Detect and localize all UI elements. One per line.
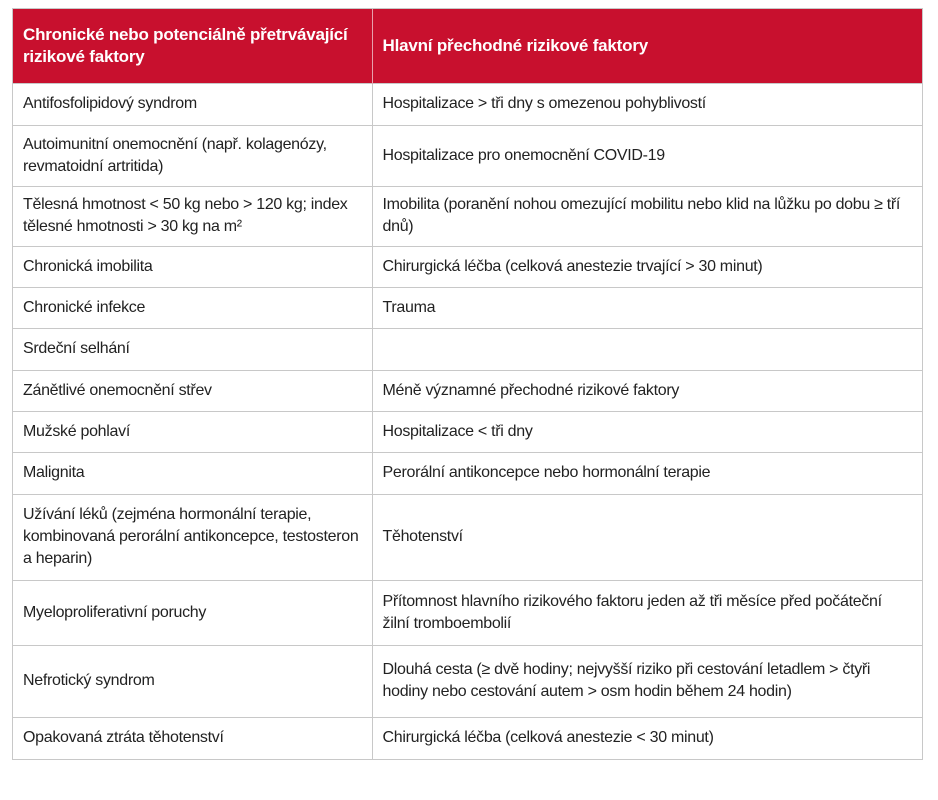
- cell-transient: Chirurgická léčba (celková anestezie trvající > 30 minut): [372, 246, 922, 287]
- risk-factors-table: [13, 9, 922, 759]
- cell-transient: Hospitalizace pro onemocnění COVID-19: [372, 125, 922, 186]
- cell-chronic: Opakovaná ztráta těhotenství: [13, 717, 372, 759]
- cell-chronic: Chronické infekce: [13, 287, 372, 328]
- table-row: [13, 494, 922, 580]
- risk-factors-table-container: [12, 8, 923, 760]
- cell-chronic: Mužské pohlaví: [13, 411, 372, 452]
- cell-chronic: Malignita: [13, 452, 372, 494]
- table-row: [13, 125, 922, 186]
- cell-chronic: Užívání léků (zejména hormonální terapie, kombinovaná perorální antikoncepce, testosteron a heparin): [13, 494, 372, 580]
- cell-transient: Imobilita (poranění nohou omezující mobilitu nebo klid na lůžku po dobu ≥ tří dnů): [372, 186, 922, 246]
- cell-transient: [372, 328, 922, 370]
- cell-transient: Méně významné přechodné rizikové faktory: [372, 370, 922, 411]
- cell-chronic: Zánětlivé onemocnění střev: [13, 370, 372, 411]
- table-row: [13, 411, 922, 452]
- cell-transient: Perorální antikoncepce nebo hormonální terapie: [372, 452, 922, 494]
- cell-chronic: Nefrotický syndrom: [13, 645, 372, 717]
- cell-transient: Přítomnost hlavního rizikového faktoru jeden až tři měsíce před počáteční žilní tromboembolií: [372, 580, 922, 645]
- table-row: [13, 645, 922, 717]
- table-row: [13, 287, 922, 328]
- cell-chronic: Tělesná hmotnost < 50 kg nebo > 120 kg; index tělesné hmotnosti > 30 kg na m²: [13, 186, 372, 246]
- table-row: [13, 452, 922, 494]
- cell-chronic: Chronická imobilita: [13, 246, 372, 287]
- table-row: [13, 580, 922, 645]
- table-row: [13, 370, 922, 411]
- cell-transient: Trauma: [372, 287, 922, 328]
- cell-transient: Dlouhá cesta (≥ dvě hodiny; nejvyšší riziko při cestování letadlem > čtyři hodiny nebo cestování autem > osm hodin během 24 hodin): [372, 645, 922, 717]
- cell-transient: Těhotenství: [372, 494, 922, 580]
- table-row: [13, 186, 922, 246]
- header-transient-factors: Hlavní přechodné rizikové faktory: [372, 9, 922, 83]
- cell-transient: Hospitalizace < tři dny: [372, 411, 922, 452]
- cell-chronic: Antifosfolipidový syndrom: [13, 83, 372, 125]
- table-row: [13, 717, 922, 759]
- cell-chronic: Myeloproliferativní poruchy: [13, 580, 372, 645]
- table-row: [13, 83, 922, 125]
- cell-chronic: Autoimunitní onemocnění (např. kolagenózy, revmatoidní artritida): [13, 125, 372, 186]
- cell-chronic: Srdeční selhání: [13, 328, 372, 370]
- table-header-row: [13, 9, 922, 83]
- header-chronic-factors: Chronické nebo potenciálně přetrvávající rizikové faktory: [13, 9, 372, 83]
- table-row: [13, 328, 922, 370]
- table-row: [13, 246, 922, 287]
- cell-transient: Hospitalizace > tři dny s omezenou pohyblivostí: [372, 83, 922, 125]
- cell-transient: Chirurgická léčba (celková anestezie < 30 minut): [372, 717, 922, 759]
